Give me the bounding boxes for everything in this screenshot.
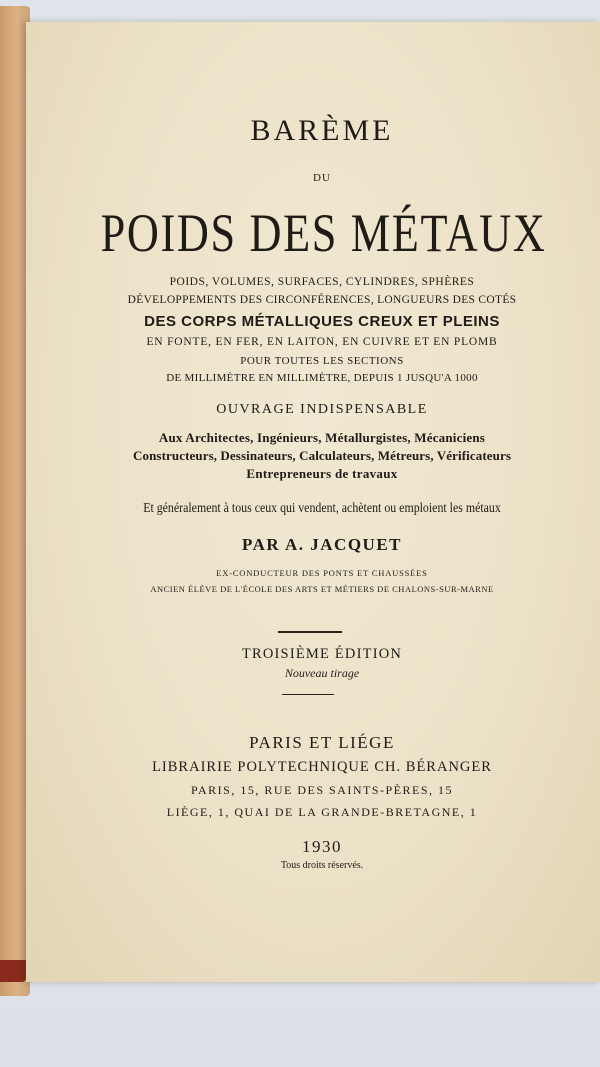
ouvrage-heading: OUVRAGE INDISPENSABLE xyxy=(216,402,428,417)
publication-place: PARIS ET LIÉGE xyxy=(249,733,395,752)
publisher-address: PARIS, 15, RUE DES SAINTS-PÈRES, 15 xyxy=(190,783,454,797)
audience-line: Constructeurs, Dessinateurs, Calculateurs, Métreurs, Vérificateurs xyxy=(133,448,511,463)
subtitle-line: EN FONTE, EN FER, EN LAITON, EN CUIVRE ET EN PLOMB xyxy=(146,336,498,348)
divider-rule xyxy=(278,631,342,633)
publisher-address: LIÈGE, 1, QUAI DE LA GRANDE-BRETAGNE, 1 xyxy=(166,805,478,819)
audience-line: Aux Architectes, Ingénieurs, Métallurgistes, Mécaniciens xyxy=(158,430,486,445)
divider-rule xyxy=(282,694,334,695)
general-audience-line: Et généralement à tous ceux qui vendent, achètent ou emploient les métaux xyxy=(143,500,501,515)
author-name: PAR A. JACQUET xyxy=(242,535,402,554)
subtitle-line: POIDS, VOLUMES, SURFACES, CYLINDRES, SPHÈRES xyxy=(169,276,475,288)
subtitle-line: DE MILLIMÈTRE EN MILLIMÈTRE, DEPUIS 1 JUSQU'A 1000 xyxy=(166,372,478,384)
subtitle-line: POUR TOUTES LES SECTIONS xyxy=(240,355,404,367)
edition-label: TROISIÈME ÉDITION xyxy=(241,646,403,662)
printing-label: Nouveau tirage xyxy=(284,666,360,680)
publication-year: 1930 xyxy=(302,837,342,856)
du-connector: DU xyxy=(313,172,331,184)
rights-notice: Tous droits réservés. xyxy=(280,860,364,871)
bareme-heading: BARÈME xyxy=(250,114,394,147)
title-page xyxy=(26,22,600,982)
main-title: POIDS DES MÉTAUX xyxy=(100,203,547,263)
author-credential: ANCIEN ÉLÈVE DE L'ÉCOLE DES ARTS ET MÉTIERS DE CHALONS-SUR-MARNE xyxy=(150,584,494,594)
audience-line: Entrepreneurs de travaux xyxy=(246,466,398,481)
subtitle-emphasis: DES CORPS MÉTALLIQUES CREUX ET PLEINS xyxy=(144,313,500,330)
title-page-content xyxy=(52,22,592,982)
subtitle-line: DÉVELOPPEMENTS DES CIRCONFÉRENCES, LONGUEURS DES COTÉS xyxy=(127,294,517,306)
book-cover-corner xyxy=(0,960,26,982)
publisher-name: LIBRAIRIE POLYTECHNIQUE CH. BÉRANGER xyxy=(152,759,492,775)
author-credential: EX-CONDUCTEUR DES PONTS ET CHAUSSÉES xyxy=(216,568,428,578)
